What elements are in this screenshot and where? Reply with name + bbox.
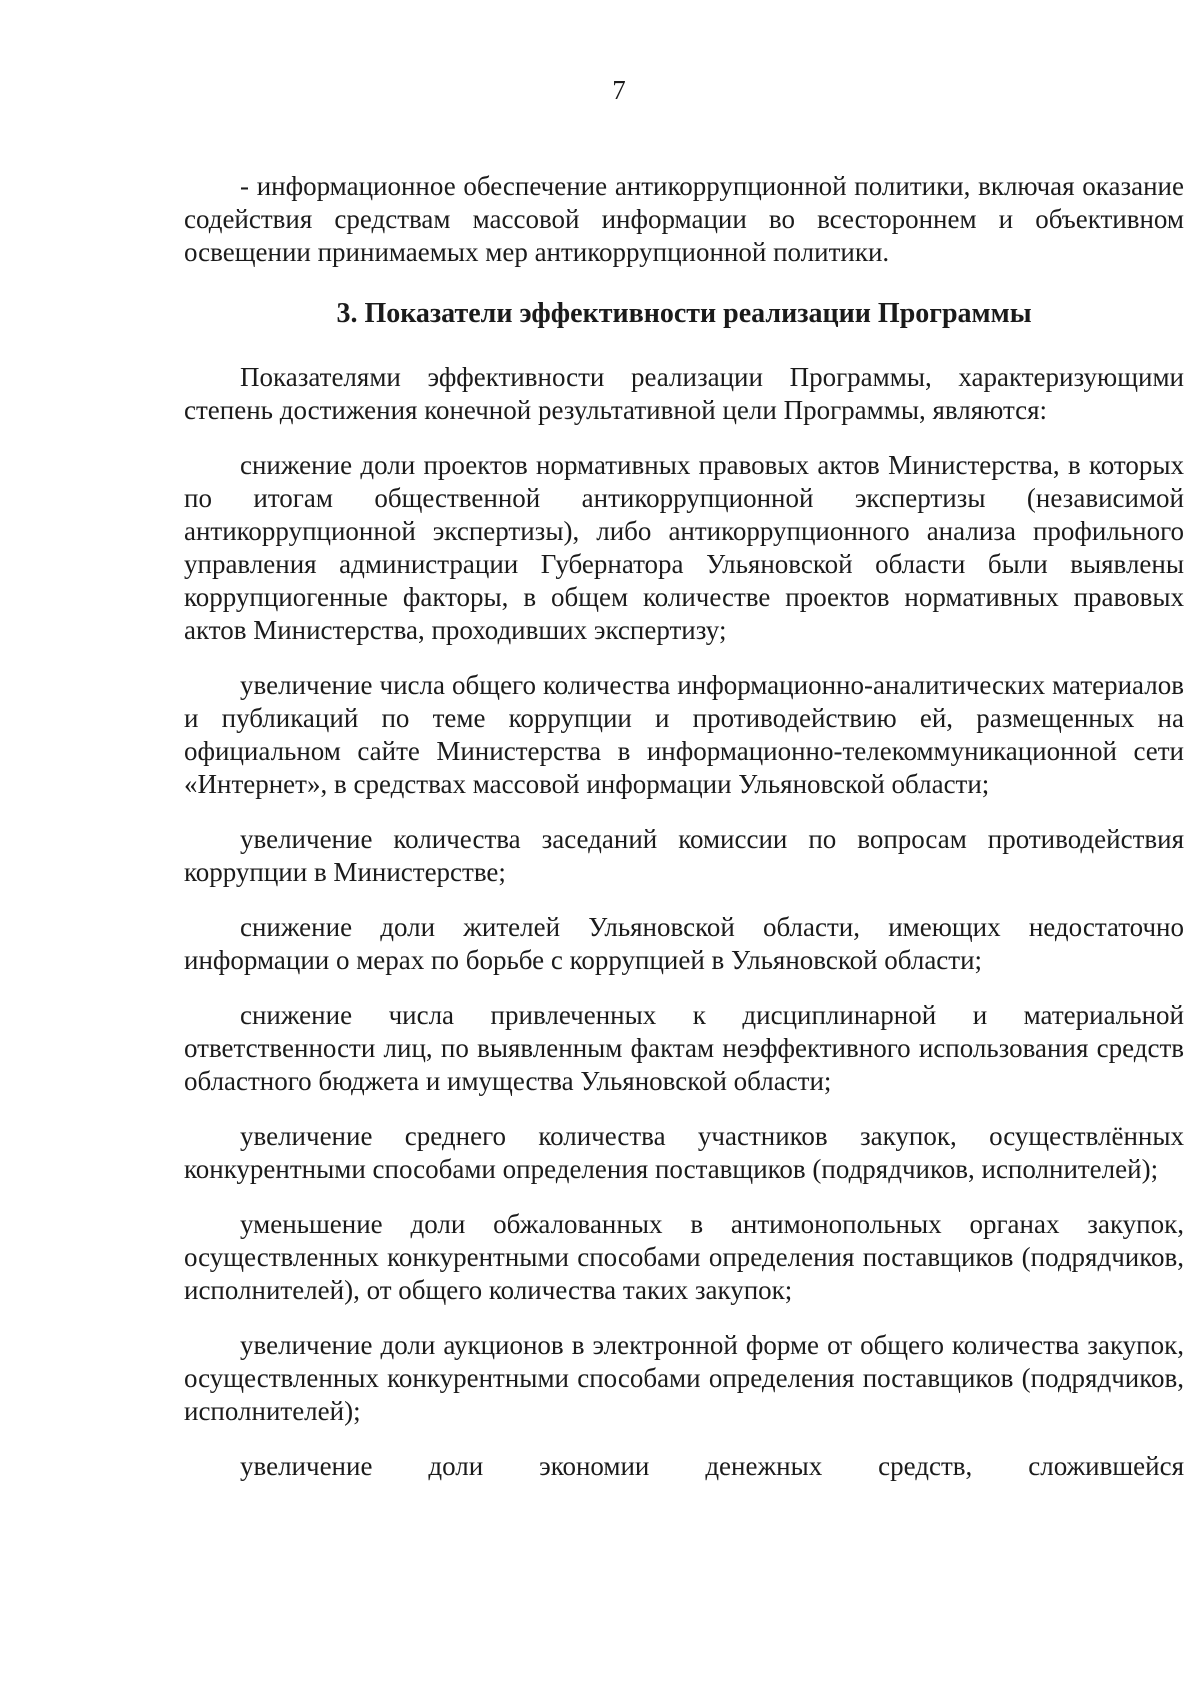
section-heading: 3. Показатели эффективности реализации Программы [336,298,1032,329]
indicator-paragraph: увеличение среднего количества участников закупок, осуществлённых конкурентными способами определения поставщиков (подрядчиков, исполнителей); [184,1121,1184,1184]
indicator-paragraph: увеличение количества заседаний комиссии по вопросам противодействия коррупции в Министерстве; [184,824,1184,887]
indicator-paragraph: снижение доли жителей Ульяновской области, имеющих недостаточно информации о мерах по борьбе с коррупцией в Ульяновской области; [184,912,1184,975]
page-number: 7 [612,75,626,105]
indicator-paragraph: уменьшение доли обжалованных в антимонопольных органах закупок, осуществленных конкурентными способами определения поставщиков (подрядчиков, исполнителей), от общего количества таких закупок; [184,1209,1184,1305]
lead-paragraph: Показателями эффективности реализации Программы, характеризующими степень достижения конечной результативной цели Программы, являются: [184,362,1184,425]
trailing-paragraph-fragment: увеличение доли экономии денежных средств, сложившейся [240,1451,1184,1481]
intro-paragraph: - информационное обеспечение антикоррупционной политики, включая оказание содействия средствам массовой информации во всестороннем и объективном освещении принимаемых мер антикоррупционной политики. [184,171,1184,267]
indicator-paragraph: снижение доли проектов нормативных правовых актов Министерства, в которых по итогам общественной антикоррупционной экспертизы (независимой антикоррупционной экспертизы), либо антикоррупционного анализа профильного управления администрации Губернатора Ульяновской области были выявлены коррупциогенные факторы, в общем количестве проектов нормативных правовых актов Министерства, проходивших экспертизу; [184,450,1184,645]
indicator-paragraph: увеличение числа общего количества информационно-аналитических материалов и публикаций по теме коррупции и противодействию ей, размещенных на официальном сайте Министерства в информационно-телекоммуникационной сети «Интернет», в средствах массовой информации Ульяновской области; [184,670,1184,799]
document-body [184,170,1184,1483]
indicator-paragraph: увеличение доли аукционов в электронной форме от общего количества закупок, осуществленных конкурентными способами определения поставщиков (подрядчиков, исполнителей); [184,1330,1184,1426]
indicator-paragraph: снижение числа привлеченных к дисциплинарной и материальной ответственности лиц, по выявленным фактам неэффективного использования средств областного бюджета и имущества Ульяновской области; [184,1000,1184,1096]
